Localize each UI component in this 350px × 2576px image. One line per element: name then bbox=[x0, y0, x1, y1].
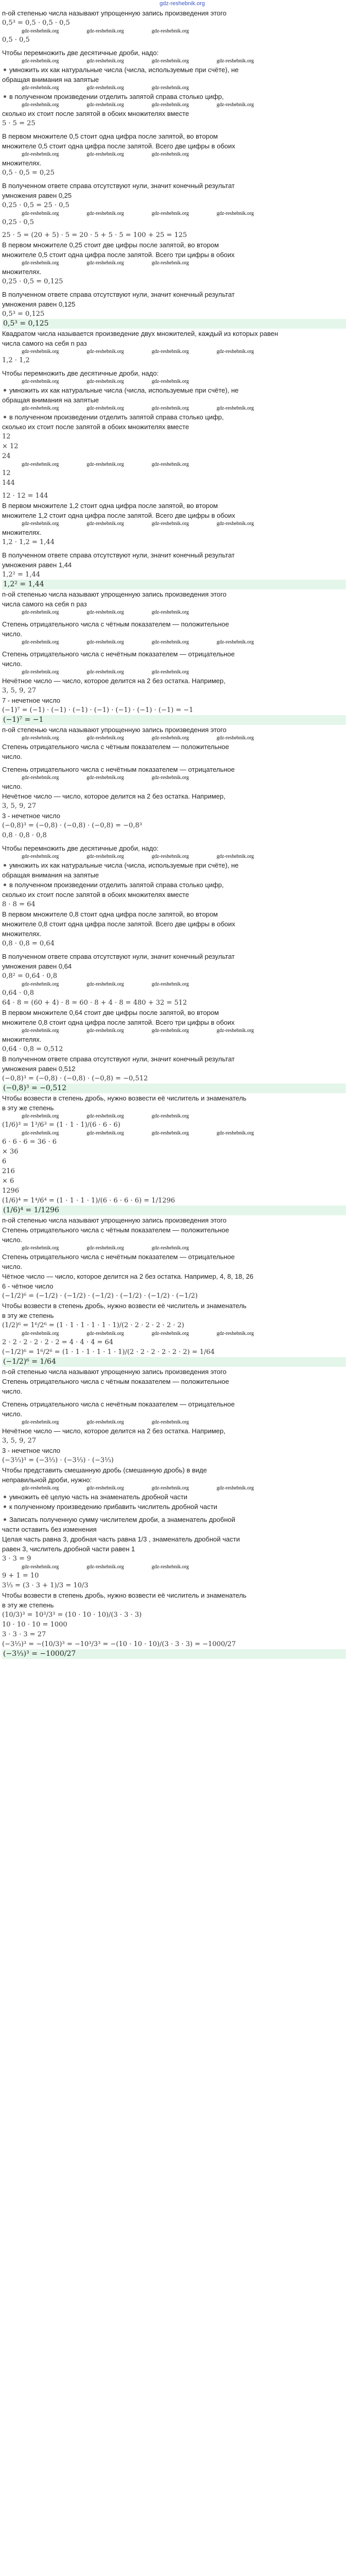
text-line: Чтобы возвести в степень дробь, нужно возвести её числитель и знаменатель bbox=[2, 1094, 247, 1102]
watermark-row bbox=[2, 84, 346, 92]
bullet-item: в полученном произведении отделить запятой справа столько цифр, bbox=[2, 412, 346, 422]
watermark-row bbox=[2, 981, 346, 988]
math-line: 10 · 10 · 10 = 1000 bbox=[2, 1621, 67, 1629]
watermark-text: gdz-reshebnik.org bbox=[151, 1419, 189, 1425]
watermark-text: gdz-reshebnik.org bbox=[22, 775, 59, 781]
math-line: (1/6)⁴ = 1⁴/6⁴ = (1 · 1 · 1 · 1)/(6 · 6 · 6 · 6) = 1/1296 bbox=[2, 1197, 176, 1205]
text-line: Нечётное число — число, которое делится на 2 без остатка. Например, bbox=[2, 792, 225, 800]
text-line: число. bbox=[2, 1410, 23, 1418]
watermark-text: gdz-reshebnik.org bbox=[151, 521, 189, 527]
watermark-text: gdz-reshebnik.org bbox=[216, 211, 254, 216]
watermark-text: gdz-reshebnik.org bbox=[22, 1331, 59, 1336]
math-line: 0,5 · 0,5 = 0,25 bbox=[2, 169, 55, 177]
text-line: В полученном ответе справа отсутствуют нули, значит конечный результат bbox=[2, 291, 235, 298]
watermark-text: gdz-reshebnik.org bbox=[216, 349, 254, 354]
watermark-text: gdz-reshebnik.org bbox=[86, 211, 124, 216]
text-line: в эту же степень bbox=[2, 1104, 54, 1112]
text-line: множителях. bbox=[2, 930, 42, 938]
math-line: 12 bbox=[2, 469, 11, 477]
watermark-row bbox=[2, 405, 346, 412]
watermark-text: gdz-reshebnik.org bbox=[151, 669, 189, 675]
watermark-text: gdz-reshebnik.org bbox=[216, 1331, 254, 1336]
watermark-row bbox=[2, 735, 346, 742]
watermark-text: gdz-reshebnik.org bbox=[86, 1485, 124, 1491]
solution-content bbox=[2, 8, 346, 1659]
text-line: множителях. bbox=[2, 159, 42, 167]
text-line: В первом множителе 0,64 стоит две цифры после запятой, во втором bbox=[2, 1009, 219, 1016]
text-line: множителе 0,5 стоит одна цифра после запятой. Всего три цифры в обоих bbox=[2, 251, 235, 259]
math-line: 12 bbox=[2, 433, 11, 440]
watermark-row bbox=[2, 378, 346, 385]
watermark-text: gdz-reshebnik.org bbox=[86, 735, 124, 741]
text-line: В первом множителе 0,25 стоит две цифры после запятой, во втором bbox=[2, 241, 219, 249]
watermark-text: gdz-reshebnik.org bbox=[151, 1130, 189, 1136]
text-line: умножения равен 0,25 bbox=[2, 192, 72, 199]
text-line: умножения равен 0,512 bbox=[2, 1065, 76, 1073]
watermark-text: gdz-reshebnik.org bbox=[216, 521, 254, 527]
watermark-text: gdz-reshebnik.org bbox=[151, 1564, 189, 1570]
watermark-text: gdz-reshebnik.org bbox=[151, 85, 189, 91]
watermark-row bbox=[2, 1419, 346, 1426]
text-line: В первом множителе 0,8 стоит одна цифра после запятой, во втором bbox=[2, 910, 218, 918]
bullet-item: умножить их как натуральные числа (числа, используемые при счёте), не bbox=[2, 385, 346, 395]
text-line: Степень отрицательного числа с чётным показателем — положительное bbox=[2, 743, 229, 751]
watermark-row bbox=[2, 1564, 346, 1571]
text-line: число. bbox=[2, 1387, 23, 1395]
watermark-text: gdz-reshebnik.org bbox=[216, 854, 254, 859]
answer-line: (−1)⁷ = −1 bbox=[2, 715, 346, 725]
math-line: 0,64 · 0,8 bbox=[2, 989, 34, 997]
watermark-text: gdz-reshebnik.org bbox=[86, 462, 124, 467]
bullet-item: умножить их как натуральные числа (числа, используемые при счёте), не bbox=[2, 65, 346, 75]
watermark-text: gdz-reshebnik.org bbox=[86, 28, 124, 34]
watermark-text: gdz-reshebnik.org bbox=[151, 379, 189, 384]
text-line: Степень отрицательного числа с нечётным показателем — отрицательное bbox=[2, 650, 235, 658]
watermark-text: gdz-reshebnik.org bbox=[86, 639, 124, 645]
text-line: обращая внимания на запятые bbox=[2, 396, 99, 404]
text-line: Степень отрицательного числа с чётным показателем — положительное bbox=[2, 1378, 229, 1385]
watermark-row bbox=[2, 1485, 346, 1492]
answer-line: (−0,8)³ = −0,512 bbox=[2, 1083, 346, 1093]
bullet-item: в полученном произведении отделить запятой справа столько цифр, bbox=[2, 880, 346, 890]
watermark-text: gdz-reshebnik.org bbox=[151, 735, 189, 741]
watermark-text: gdz-reshebnik.org bbox=[22, 609, 59, 615]
text-line: множителе 0,8 стоит одна цифра после запятой. Всего три цифры в обоих bbox=[2, 1019, 235, 1026]
math-line: 3, 5, 9, 27 bbox=[2, 1437, 37, 1445]
math-line: (−1)⁷ = (−1) · (−1) · (−1) · (−1) · (−1) · (−1) · (−1) = −1 bbox=[2, 706, 194, 714]
watermark-text: gdz-reshebnik.org bbox=[22, 981, 59, 987]
bullet-item: умножить её целую часть на знаменатель дробной части bbox=[2, 1492, 346, 1502]
math-line: (−1/2)⁶ = 1⁶/2⁶ = (1 · 1 · 1 · 1 · 1 · 1)/(2 · 2 · 2 · 2 · 2 · 2) = 1/64 bbox=[2, 1348, 215, 1356]
watermark-text: gdz-reshebnik.org bbox=[86, 1130, 124, 1136]
watermark-text: gdz-reshebnik.org bbox=[86, 260, 124, 266]
text-line: сколько их стоит после запятой в обоих множителях вместе bbox=[2, 110, 189, 117]
watermark-text: gdz-reshebnik.org bbox=[151, 1245, 189, 1251]
watermark-row bbox=[2, 151, 346, 158]
text-line: множителях. bbox=[2, 268, 42, 276]
watermark-row bbox=[2, 853, 346, 860]
watermark-text: gdz-reshebnik.org bbox=[22, 1564, 59, 1570]
watermark-text: gdz-reshebnik.org bbox=[22, 85, 59, 91]
watermark-text: gdz-reshebnik.org bbox=[86, 58, 124, 64]
math-line: 0,8 · 0,8 = 0,64 bbox=[2, 940, 55, 947]
watermark-text: gdz-reshebnik.org bbox=[216, 405, 254, 411]
math-line: (10/3)³ = 10³/3³ = (10 · 10 · 10)/(3 · 3 · 3) bbox=[2, 1611, 142, 1619]
watermark-text: gdz-reshebnik.org bbox=[216, 1028, 254, 1033]
watermark-text: gdz-reshebnik.org bbox=[216, 1130, 254, 1136]
text-line: числа самого на себя n раз bbox=[2, 600, 87, 608]
watermark-text: gdz-reshebnik.org bbox=[22, 1245, 59, 1251]
watermark-text: gdz-reshebnik.org bbox=[22, 58, 59, 64]
text-line: Степень отрицательного числа с чётным показателем — положительное bbox=[2, 1226, 229, 1234]
watermark-text: gdz-reshebnik.org bbox=[86, 151, 124, 157]
watermark-text: gdz-reshebnik.org bbox=[22, 102, 59, 108]
watermark-text: gdz-reshebnik.org bbox=[151, 151, 189, 157]
math-line: 3 · 3 = 9 bbox=[2, 1555, 31, 1563]
text-line: множителях. bbox=[2, 529, 42, 536]
watermark-row bbox=[2, 461, 346, 468]
text-line: п-ой степенью числа называют упрощенную запись произведения этого bbox=[2, 1368, 226, 1376]
math-line: 0,64 · 0,8 = 0,512 bbox=[2, 1045, 63, 1053]
answer-line: (1/6)⁴ = 1/1296 bbox=[2, 1206, 346, 1215]
text-line: множителе 1,2 стоит одна цифра после запятой. Всего две цифры в обоих bbox=[2, 512, 235, 519]
watermark-text: gdz-reshebnik.org bbox=[151, 1331, 189, 1336]
watermark-text: gdz-reshebnik.org bbox=[86, 1113, 124, 1119]
watermark-text: gdz-reshebnik.org bbox=[216, 735, 254, 741]
math-line: 1296 bbox=[2, 1187, 20, 1195]
watermark-text: gdz-reshebnik.org bbox=[22, 211, 59, 216]
math-line: 1,2 · 1,2 bbox=[2, 357, 30, 364]
watermark-text: gdz-reshebnik.org bbox=[151, 639, 189, 645]
text-line: Нечётное число — число, которое делится на 2 без остатка. Например, bbox=[2, 1427, 225, 1435]
text-line: Чётное число — число, которое делится на 2 без остатка. Например, 4, 8, 18, 26 bbox=[2, 1273, 254, 1280]
text-line: В полученном ответе справа отсутствуют нули, значит конечный результат bbox=[2, 182, 235, 190]
math-line: 0,8 · 0,8 · 0,8 bbox=[2, 832, 47, 839]
watermark-row bbox=[2, 348, 346, 355]
watermark-text: gdz-reshebnik.org bbox=[86, 1419, 124, 1425]
text-line: Степень отрицательного числа с нечётным показателем — отрицательное bbox=[2, 766, 235, 773]
math-line: × 12 bbox=[2, 443, 19, 450]
watermark-text: gdz-reshebnik.org bbox=[151, 609, 189, 615]
math-line: 0,5³ = 0,5 · 0,5 · 0,5 bbox=[2, 19, 70, 27]
text-line: 7 - нечетное число bbox=[2, 697, 61, 704]
watermark-row bbox=[2, 1113, 346, 1120]
watermark-text: gdz-reshebnik.org bbox=[86, 405, 124, 411]
text-line: В полученном ответе справа отсутствуют нули, значит конечный результат bbox=[2, 953, 235, 960]
watermark-row bbox=[2, 1330, 346, 1337]
text-line: сколько их стоит после запятой в обоих множителях вместе bbox=[2, 891, 189, 899]
text-line: 6 - чётное число bbox=[2, 1282, 54, 1290]
text-line: умножения равен 1,44 bbox=[2, 561, 72, 569]
answer-line: 1,2² = 1,44 bbox=[2, 580, 346, 589]
math-line: 0,25 · 0,5 bbox=[2, 218, 34, 226]
math-line: × 36 bbox=[2, 1148, 19, 1156]
text-line: п-ой степенью числа называют упрощенную запись произведения этого bbox=[2, 9, 226, 17]
answer-line: (−3⅓)³ = −1000/27 bbox=[2, 1649, 346, 1659]
text-line: Квадратом числа называется произведение двух множителей, каждый из которых равен bbox=[2, 330, 278, 337]
text-line: Степень отрицательного числа с нечётным показателем — отрицательное bbox=[2, 1253, 235, 1261]
watermark-text: gdz-reshebnik.org bbox=[86, 775, 124, 781]
text-line: п-ой степенью числа называют упрощенную запись произведения этого bbox=[2, 590, 226, 598]
text-line: В полученном ответе справа отсутствуют нули, значит конечный результат bbox=[2, 1055, 235, 1063]
math-line: 9 + 1 = 10 bbox=[2, 1572, 39, 1580]
watermark-text: gdz-reshebnik.org bbox=[151, 211, 189, 216]
math-line: 0,8² = 0,64 · 0,8 bbox=[2, 972, 58, 980]
math-line: 24 bbox=[2, 452, 11, 460]
watermark-text: gdz-reshebnik.org bbox=[151, 260, 189, 266]
watermark-row bbox=[2, 669, 346, 676]
math-line: 5 · 5 = 25 bbox=[2, 120, 36, 127]
watermark-text: gdz-reshebnik.org bbox=[86, 669, 124, 675]
watermark-text: gdz-reshebnik.org bbox=[151, 462, 189, 467]
text-line: 3 - нечетное число bbox=[2, 812, 61, 820]
math-line: 3⅓ = (3 · 3 + 1)/3 = 10/3 bbox=[2, 1582, 89, 1589]
watermark-text: gdz-reshebnik.org bbox=[151, 58, 189, 64]
watermark-text: gdz-reshebnik.org bbox=[86, 981, 124, 987]
watermark-text: gdz-reshebnik.org bbox=[22, 151, 59, 157]
text-line: Целая часть равна 3, дробная часть равна 1/3 , знаменатель дробной части bbox=[2, 1535, 240, 1543]
text-line: в эту же степень bbox=[2, 1601, 54, 1609]
bullet-item: в полученном произведении отделить запятой справа столько цифр, bbox=[2, 92, 346, 101]
watermark-text: gdz-reshebnik.org bbox=[22, 379, 59, 384]
text-line: Степень отрицательного числа с нечётным показателем — отрицательное bbox=[2, 1400, 235, 1408]
text-line: число. bbox=[2, 630, 23, 638]
watermark-row bbox=[2, 260, 346, 267]
text-line: множителе 0,5 стоит одна цифра после запятой. Всего две цифры в обоих bbox=[2, 142, 235, 150]
answer-line: (−1/2)⁶ = 1/64 bbox=[2, 1357, 346, 1367]
watermark-text: gdz-reshebnik.org bbox=[216, 639, 254, 645]
text-line: В первом множителе 0,5 стоит одна цифра после запятой, во втором bbox=[2, 132, 218, 140]
math-line: 6 bbox=[2, 1158, 7, 1165]
math-line: × 6 bbox=[2, 1177, 14, 1185]
text-line: В первом множителе 1,2 стоит одна цифра после запятой, во втором bbox=[2, 502, 218, 510]
text-line: число. bbox=[2, 660, 23, 668]
text-line: обращая внимания на запятые bbox=[2, 871, 99, 879]
text-line: В полученном ответе справа отсутствуют нули, значит конечный результат bbox=[2, 551, 235, 559]
text-line: равен 3, числитель дробной части равен 1 bbox=[2, 1545, 135, 1553]
text-line: множителях. bbox=[2, 1036, 42, 1043]
text-line: числа самого на себя n раз bbox=[2, 340, 87, 347]
watermark-text: gdz-reshebnik.org bbox=[216, 1485, 254, 1491]
text-line: число. bbox=[2, 783, 23, 790]
watermark-text: gdz-reshebnik.org bbox=[151, 1028, 189, 1033]
watermark-text: gdz-reshebnik.org bbox=[151, 28, 189, 34]
site-header-link[interactable]: gdz-reshebnik.org bbox=[160, 1, 205, 7]
watermark-text: gdz-reshebnik.org bbox=[22, 639, 59, 645]
watermark-row bbox=[2, 1027, 346, 1035]
text-line: Чтобы перемножить две десятичные дроби, надо: bbox=[2, 369, 159, 377]
math-line: 12 · 12 = 144 bbox=[2, 492, 48, 500]
watermark-text: gdz-reshebnik.org bbox=[86, 85, 124, 91]
watermark-text: gdz-reshebnik.org bbox=[86, 1245, 124, 1251]
math-line: 3, 5, 9, 27 bbox=[2, 802, 37, 810]
watermark-text: gdz-reshebnik.org bbox=[22, 462, 59, 467]
answer-line: 0,5³ = 0,125 bbox=[2, 319, 346, 329]
watermark-text: gdz-reshebnik.org bbox=[151, 1485, 189, 1491]
watermark-row bbox=[2, 1130, 346, 1137]
text-line: Степень отрицательного числа с чётным показателем — положительное bbox=[2, 620, 229, 628]
math-line: 0,25 · 0,5 = 0,125 bbox=[2, 278, 63, 285]
watermark-text: gdz-reshebnik.org bbox=[22, 735, 59, 741]
text-line: в эту же степень bbox=[2, 1312, 54, 1319]
math-line: 25 · 5 = (20 + 5) · 5 = 20 · 5 + 5 · 5 = 100 + 25 = 125 bbox=[2, 231, 187, 239]
text-line: п-ой степенью числа называют упрощенную запись произведения этого bbox=[2, 1216, 226, 1224]
watermark-row bbox=[2, 58, 346, 65]
watermark-text: gdz-reshebnik.org bbox=[22, 349, 59, 354]
math-line: 8 · 8 = 64 bbox=[2, 901, 36, 908]
watermark-row bbox=[2, 609, 346, 616]
text-line: число. bbox=[2, 1263, 23, 1270]
bullet-item: Записать полученную сумму числителем дроби, а знаменатель дробной bbox=[2, 1515, 346, 1524]
watermark-text: gdz-reshebnik.org bbox=[216, 58, 254, 64]
watermark-text: gdz-reshebnik.org bbox=[151, 1113, 189, 1119]
math-line: 6 · 6 · 6 = 36 · 6 bbox=[2, 1138, 57, 1146]
math-line: (1/6)³ = 1³/6³ = (1 · 1 · 1)/(6 · 6 · 6) bbox=[2, 1121, 120, 1129]
text-line: Чтобы возвести в степень дробь, нужно возвести её числитель и знаменатель bbox=[2, 1591, 247, 1599]
text-line: Нечётное число — число, которое делится на 2 без остатка. Например, bbox=[2, 677, 225, 685]
watermark-text: gdz-reshebnik.org bbox=[22, 28, 59, 34]
watermark-text: gdz-reshebnik.org bbox=[22, 854, 59, 859]
watermark-text: gdz-reshebnik.org bbox=[151, 102, 189, 108]
watermark-row bbox=[2, 210, 346, 217]
text-line: части оставить без изменения bbox=[2, 1526, 97, 1533]
watermark-text: gdz-reshebnik.org bbox=[151, 775, 189, 781]
text-line: Чтобы возвести в степень дробь, нужно возвести её числитель и знаменатель bbox=[2, 1302, 247, 1310]
math-line: 0,25 · 0,5 = 25 · 0,5 bbox=[2, 201, 69, 209]
math-line: (−3⅓)³ = −(10/3)³ = −10³/3³ = −(10 · 10 · 10)/(3 · 3 · 3) = −1000/27 bbox=[2, 1640, 236, 1648]
watermark-text: gdz-reshebnik.org bbox=[86, 102, 124, 108]
watermark-text: gdz-reshebnik.org bbox=[22, 521, 59, 527]
watermark-row bbox=[2, 28, 346, 35]
text-line: неправильной дроби, нужно: bbox=[2, 1476, 92, 1484]
watermark-row bbox=[2, 1245, 346, 1252]
watermark-text: gdz-reshebnik.org bbox=[22, 1028, 59, 1033]
math-line: (−0,8)³ = (−0,8) · (−0,8) · (−0,8) = −0,512 bbox=[2, 1075, 148, 1082]
math-line: 3, 5, 9, 27 bbox=[2, 687, 37, 694]
math-line: 1,2² = 1,44 bbox=[2, 571, 40, 579]
watermark-text: gdz-reshebnik.org bbox=[22, 1130, 59, 1136]
watermark-text: gdz-reshebnik.org bbox=[86, 379, 124, 384]
math-line: 2 · 2 · 2 · 2 · 2 · 2 = 4 · 4 · 4 = 64 bbox=[2, 1338, 114, 1346]
text-line: 3 - нечетное число bbox=[2, 1447, 61, 1454]
watermark-row bbox=[2, 520, 346, 528]
math-line: 3 · 3 · 3 = 27 bbox=[2, 1631, 46, 1638]
text-line: умножения равен 0,125 bbox=[2, 300, 76, 308]
watermark-text: gdz-reshebnik.org bbox=[86, 854, 124, 859]
text-line: Чтобы перемножить две десятичные дроби, надо: bbox=[2, 49, 159, 57]
text-line: умножения равен 0,64 bbox=[2, 962, 72, 970]
watermark-text: gdz-reshebnik.org bbox=[86, 521, 124, 527]
text-line: множителе 0,8 стоит одна цифра после запятой. Всего две цифры в обоих bbox=[2, 920, 235, 928]
watermark-text: gdz-reshebnik.org bbox=[86, 1564, 124, 1570]
text-line: п-ой степенью числа называют упрощенную запись произведения этого bbox=[2, 726, 226, 734]
math-line: (−3⅓)³ = (−3⅓) · (−3⅓) · (−3⅓) bbox=[2, 1456, 114, 1464]
watermark-row bbox=[2, 639, 346, 646]
text-line: обращая внимания на запятые bbox=[2, 76, 99, 83]
text-line: сколько их стоит после запятой в обоих множителях вместе bbox=[2, 423, 189, 431]
math-line: 144 bbox=[2, 479, 15, 487]
text-line: число. bbox=[2, 753, 23, 760]
watermark-text: gdz-reshebnik.org bbox=[151, 981, 189, 987]
text-line: число. bbox=[2, 1236, 23, 1244]
watermark-row bbox=[2, 101, 346, 109]
math-line: 1,2 · 1,2 = 1,44 bbox=[2, 538, 55, 546]
watermark-text: gdz-reshebnik.org bbox=[86, 1028, 124, 1033]
watermark-text: gdz-reshebnik.org bbox=[22, 260, 59, 266]
text-line: Чтобы перемножить две десятичные дроби, надо: bbox=[2, 844, 159, 852]
watermark-text: gdz-reshebnik.org bbox=[22, 669, 59, 675]
watermark-text: gdz-reshebnik.org bbox=[151, 349, 189, 354]
math-line: (−1/2)⁶ = (−1/2) · (−1/2) · (−1/2) · (−1/2) · (−1/2) · (−1/2) bbox=[2, 1292, 198, 1300]
watermark-text: gdz-reshebnik.org bbox=[22, 1113, 59, 1119]
watermark-text: gdz-reshebnik.org bbox=[86, 349, 124, 354]
bullet-item: к полученному произведению прибавить числитель дробной части bbox=[2, 1502, 346, 1512]
watermark-text: gdz-reshebnik.org bbox=[216, 102, 254, 108]
watermark-text: gdz-reshebnik.org bbox=[86, 1331, 124, 1336]
watermark-text: gdz-reshebnik.org bbox=[86, 609, 124, 615]
math-line: (−0,8)³ = (−0,8) · (−0,8) · (−0,8) = −0,8³ bbox=[2, 822, 142, 829]
watermark-row bbox=[2, 774, 346, 782]
bullet-item: умножить их как натуральные числа (числа, используемые при счёте), не bbox=[2, 860, 346, 870]
math-line: 0,5 · 0,5 bbox=[2, 36, 30, 44]
math-line: 64 · 8 = (60 + 4) · 8 = 60 · 8 + 4 · 8 = 480 + 32 = 512 bbox=[2, 999, 187, 1007]
watermark-text: gdz-reshebnik.org bbox=[151, 854, 189, 859]
watermark-text: gdz-reshebnik.org bbox=[22, 1419, 59, 1425]
watermark-text: gdz-reshebnik.org bbox=[151, 405, 189, 411]
watermark-text: gdz-reshebnik.org bbox=[22, 1485, 59, 1491]
math-line: (1/2)⁶ = 1⁶/2⁶ = (1 · 1 · 1 · 1 · 1 · 1)/(2 · 2 · 2 · 2 · 2 · 2) bbox=[2, 1321, 184, 1329]
math-line: 216 bbox=[2, 1167, 15, 1175]
watermark-text: gdz-reshebnik.org bbox=[22, 405, 59, 411]
text-line: Чтобы представить смешанную дробь (смешанную дробь) в виде bbox=[2, 1466, 207, 1474]
math-line: 0,5³ = 0,125 bbox=[2, 310, 45, 318]
